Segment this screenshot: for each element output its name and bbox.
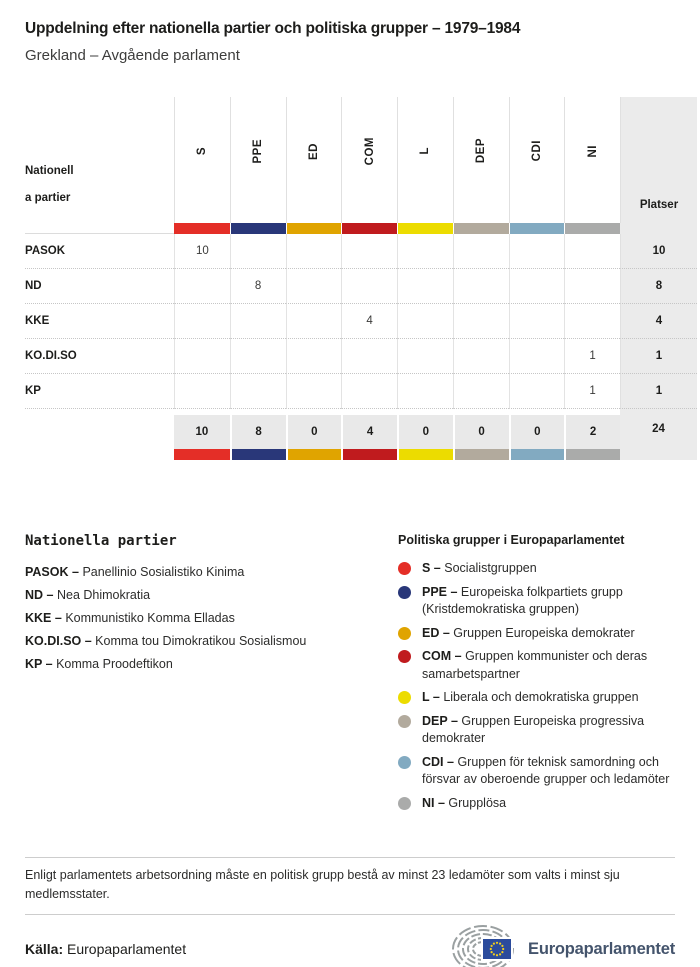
legend-dot-ni	[398, 797, 411, 810]
table-cell	[564, 304, 620, 339]
party-label: KKE	[25, 304, 174, 339]
legend-dot-ed	[398, 627, 411, 640]
total-color-bar-s	[174, 449, 230, 460]
party-legend-item: KO.DI.SO – Komma tou Dimokratikou Sosialismou	[25, 634, 307, 648]
total-color-bar-com	[341, 449, 397, 460]
table-cell	[397, 374, 453, 409]
total-cell: 0	[397, 409, 453, 449]
table-cell	[509, 339, 565, 374]
party-label: PASOK	[25, 234, 174, 269]
table-cell	[453, 339, 509, 374]
logo-text: Europaparlamentet	[528, 939, 675, 958]
table-cell	[509, 304, 565, 339]
total-cell: 4	[341, 409, 397, 449]
hemicycle-flag-icon	[443, 923, 521, 967]
party-label: KO.DI.SO	[25, 339, 174, 374]
seats-cell: 1	[620, 374, 697, 409]
legend-dot-com	[398, 650, 411, 663]
group-legend-item: L – Liberala och demokratiska gruppen	[398, 689, 675, 707]
political-groups-legend	[398, 533, 675, 818]
column-header-l: L	[397, 97, 453, 223]
seats-cell: 8	[620, 269, 697, 304]
legend-dot-ppe	[398, 586, 411, 599]
party-legend-item: KKE – Kommunistiko Komma Elladas	[25, 611, 235, 625]
group-color-bar-ppe	[230, 223, 286, 234]
seats-cell: 4	[620, 304, 697, 339]
legend-section	[25, 533, 675, 818]
seats-column-fill-bottom	[620, 449, 697, 460]
table-cell: 8	[230, 269, 286, 304]
page-title: Uppdelning efter nationella partier och politiska grupper – 1979–1984	[25, 20, 521, 37]
total-color-bar-cdi	[509, 449, 565, 460]
group-legend-item: COM – Gruppen kommunister och deras samarbetspartner	[398, 648, 675, 683]
group-color-bar-cdi	[509, 223, 565, 234]
table-cell	[286, 339, 342, 374]
table-cell	[397, 234, 453, 269]
table-cell	[453, 304, 509, 339]
table-cell	[286, 374, 342, 409]
table-cell: 10	[174, 234, 230, 269]
table-cell	[509, 269, 565, 304]
table-cell	[341, 339, 397, 374]
source-text: Källa: Europaparlamentet	[25, 941, 187, 957]
total-cell: 0	[453, 409, 509, 449]
table-cell	[564, 234, 620, 269]
table-cell	[341, 234, 397, 269]
group-color-bar-ni	[564, 223, 620, 234]
seats-cell: 10	[620, 234, 697, 269]
column-header-dep: DEP	[453, 97, 509, 223]
table-cell	[397, 339, 453, 374]
total-cell: 10	[174, 409, 230, 449]
total-color-bar-ppe	[230, 449, 286, 460]
column-header-ed: ED	[286, 97, 342, 223]
total-color-bar-dep	[453, 449, 509, 460]
source-row	[25, 923, 675, 967]
legend-dot-l	[398, 691, 411, 704]
total-cell: 2	[564, 409, 620, 449]
group-color-bar-com	[341, 223, 397, 234]
party-label: ND	[25, 269, 174, 304]
table-cell	[397, 269, 453, 304]
total-cell: 0	[286, 409, 342, 449]
national-parties-legend-title: Nationella partier	[25, 533, 177, 549]
party-label: KP	[25, 374, 174, 409]
party-legend-item: ND – Nea Dhimokratia	[25, 588, 151, 602]
party-legend-item: PASOK – Panellinio Sosialistiko Kinima	[25, 565, 245, 579]
totals-bar-spacer	[25, 449, 174, 460]
group-legend-item: NI – Grupplösa	[398, 795, 675, 813]
table-cell	[174, 339, 230, 374]
european-parliament-logo	[443, 923, 675, 967]
table-cell	[453, 269, 509, 304]
table-cell	[341, 374, 397, 409]
total-seats-cell: 24	[620, 409, 697, 449]
total-cell: 0	[509, 409, 565, 449]
table-cell	[174, 374, 230, 409]
legend-dot-cdi	[398, 756, 411, 769]
footnote: Enligt parlamentets arbetsordning måste en politisk grupp bestå av minst 23 ledamöter som valts i minst sju medlemsstater.	[25, 857, 675, 915]
table-cell: 1	[564, 374, 620, 409]
group-legend-item: ED – Gruppen Europeiska demokrater	[398, 625, 675, 643]
table-cell	[230, 304, 286, 339]
table-cell	[230, 234, 286, 269]
column-header-cdi: CDI	[509, 97, 565, 223]
table-cell	[564, 269, 620, 304]
group-color-bar-ed	[286, 223, 342, 234]
table-cell: 1	[564, 339, 620, 374]
table-cell	[509, 374, 565, 409]
group-legend-item: DEP – Gruppen Europeiska progressiva demokrater	[398, 713, 675, 748]
table-cell	[509, 234, 565, 269]
table-cell	[286, 304, 342, 339]
header-rule	[25, 223, 174, 234]
table-cell	[286, 269, 342, 304]
table-cell	[230, 339, 286, 374]
legend-dot-s	[398, 562, 411, 575]
column-header-seats: Platser	[620, 97, 697, 223]
column-header-s: S	[174, 97, 230, 223]
group-color-bar-l	[397, 223, 453, 234]
total-color-bar-l	[397, 449, 453, 460]
page-subtitle: Grekland – Avgående parlament	[25, 47, 240, 64]
totals-spacer	[25, 409, 174, 449]
table-cell	[174, 304, 230, 339]
legend-dot-dep	[398, 715, 411, 728]
political-groups-legend-title: Politiska grupper i Europaparlamentet	[398, 533, 625, 547]
table-cell	[174, 269, 230, 304]
total-color-bar-ni	[564, 449, 620, 460]
table-cell	[286, 234, 342, 269]
table-cell	[453, 374, 509, 409]
distribution-table	[25, 97, 697, 460]
table-cell	[397, 304, 453, 339]
column-header-ppe: PPE	[230, 97, 286, 223]
national-parties-legend	[25, 533, 398, 818]
column-header-ni: NI	[564, 97, 620, 223]
total-cell: 8	[230, 409, 286, 449]
table-cell	[453, 234, 509, 269]
seats-cell: 1	[620, 339, 697, 374]
group-legend-item: CDI – Gruppen för teknisk samordning och försvar av oberoende grupper och ledamöter	[398, 754, 675, 789]
column-header-com: COM	[341, 97, 397, 223]
group-color-bar-dep	[453, 223, 509, 234]
table-cell: 4	[341, 304, 397, 339]
seats-column-fill	[620, 223, 697, 234]
group-legend-item: PPE – Europeiska folkpartiets grupp (Kristdemokratiska gruppen)	[398, 584, 675, 619]
row-header-label: Nationell a partier	[25, 165, 74, 204]
group-legend-item: S – Socialistgruppen	[398, 560, 675, 578]
table-cell	[341, 269, 397, 304]
total-color-bar-ed	[286, 449, 342, 460]
party-legend-item: KP – Komma Proodeftikon	[25, 657, 173, 671]
table-cell	[230, 374, 286, 409]
group-color-bar-s	[174, 223, 230, 234]
